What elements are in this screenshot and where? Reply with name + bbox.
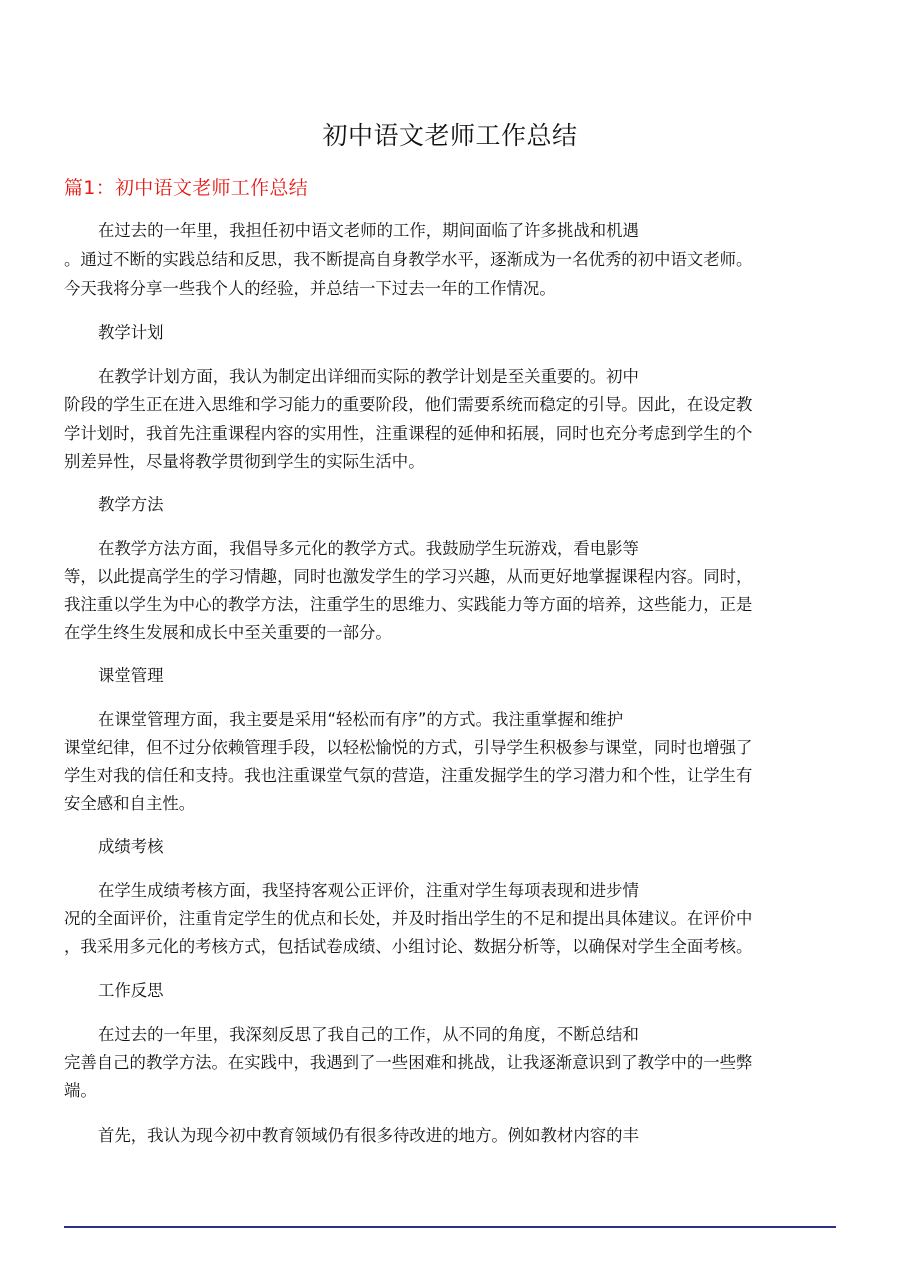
paragraph-line: 安全感和自主性。 <box>64 794 196 813</box>
footer-rule <box>64 1226 836 1228</box>
subheading-work-reflection: 工作反思 <box>98 981 164 1000</box>
paragraph-line: 端。 <box>64 1081 97 1100</box>
paragraph-line: 在学生终生发展和成长中至关重要的一部分。 <box>64 623 392 642</box>
paragraph-line: 完善自己的教学方法。在实践中，我遇到了一些困难和挑战，让我逐渐意识到了教学中的一些弊 <box>64 1053 753 1072</box>
paragraph-line: 别差异性，尽量将教学贯彻到学生的实际生活中。 <box>64 452 425 471</box>
paragraph-line: 阶段的学生正在进入思维和学习能力的重要阶段，他们需要系统而稳定的引导。因此，在设定教 <box>64 395 753 414</box>
subheading-grade-assessment: 成绩考核 <box>98 837 164 856</box>
subheading-class-management: 课堂管理 <box>98 666 164 685</box>
paragraph-line: 等，以此提高学生的学习情趣，同时也激发学生的学习兴趣，从而更好地掌握课程内容。同时， <box>64 567 753 586</box>
subheading-teaching-method: 教学方法 <box>98 495 164 514</box>
paragraph-line: 在教学方法方面，我倡导多元化的教学方式。我鼓励学生玩游戏，看电影等 <box>98 539 639 558</box>
paragraph-line: 今天我将分享一些我个人的经验，并总结一下过去一年的工作情况。 <box>64 279 556 298</box>
paragraph-line: 在过去的一年里，我担任初中语文老师的工作，期间面临了许多挑战和机遇 <box>98 221 639 240</box>
paragraph-line: ，我采用多元化的考核方式，包括试卷成绩、小组讨论、数据分析等，以确保对学生全面考核。 <box>64 937 753 956</box>
document-title: 初中语文老师工作总结 <box>322 121 578 150</box>
paragraph-line: 在过去的一年里，我深刻反思了我自己的工作，从不同的角度，不断总结和 <box>98 1025 639 1044</box>
paragraph-line: 首先，我认为现今初中教育领域仍有很多待改进的地方。例如教材内容的丰 <box>98 1126 639 1145</box>
paragraph-line: 况的全面评价，注重肯定学生的优点和长处，并及时指出学生的不足和提出具体建议。在评价中 <box>64 909 753 928</box>
subheading-teaching-plan: 教学计划 <box>98 323 164 342</box>
paragraph-line: 我注重以学生为中心的教学方法，注重学生的思维力、实践能力等方面的培养，这些能力，正是 <box>64 595 753 614</box>
paragraph-line: 在课堂管理方面，我主要是采用“轻松而有序”的方式。我注重掌握和维护 <box>98 710 624 729</box>
paragraph-line: 。通过不断的实践总结和反思，我不断提高自身教学水平，逐渐成为一名优秀的初中语文老师。 <box>64 250 753 269</box>
section-title: 篇1：初中语文老师工作总结 <box>64 177 308 199</box>
paragraph-line: 在教学计划方面，我认为制定出详细而实际的教学计划是至关重要的。初中 <box>98 367 639 386</box>
paragraph-line: 学生对我的信任和支持。我也注重课堂气氛的营造，注重发掘学生的学习潜力和个性，让学生有 <box>64 766 753 785</box>
paragraph-line: 学计划时，我首先注重课程内容的实用性，注重课程的延伸和拓展，同时也充分考虑到学生的个 <box>64 424 753 443</box>
paragraph-line: 在学生成绩考核方面，我坚持客观公正评价，注重对学生每项表现和进步情 <box>98 881 639 900</box>
paragraph-line: 课堂纪律，但不过分依赖管理手段，以轻松愉悦的方式，引导学生积极参与课堂，同时也增强了 <box>64 738 753 757</box>
